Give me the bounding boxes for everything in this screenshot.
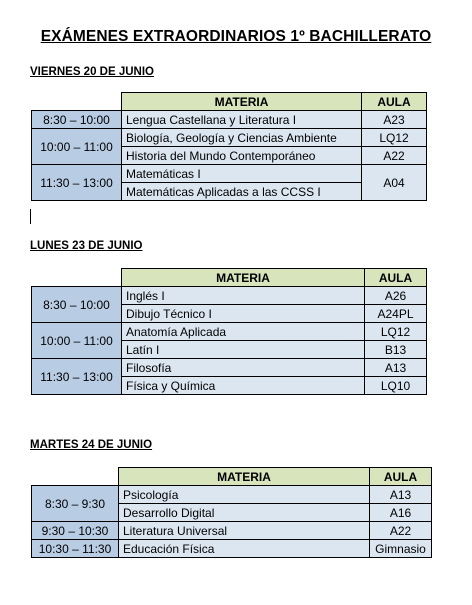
subject-cell: Desarrollo Digital	[119, 504, 370, 522]
header-aula: AULA	[365, 269, 427, 287]
time-cell: 8:30 – 9:30	[32, 486, 119, 522]
table-row	[32, 359, 427, 377]
subject-cell: Dibujo Técnico I	[122, 305, 365, 323]
table-row	[32, 323, 427, 341]
time-cell: 11:30 – 13:00	[32, 359, 122, 395]
header-aula: AULA	[370, 468, 432, 486]
day-heading-viernes: VIERNES 20 DE JUNIO	[30, 66, 154, 78]
aula-cell: B13	[365, 341, 427, 359]
subject-cell: Física y Química	[122, 377, 365, 395]
aula-cell: Gimnasio	[370, 540, 432, 558]
aula-cell: LQ10	[365, 377, 427, 395]
subject-cell: Matemáticas I	[122, 165, 362, 183]
aula-cell: A22	[370, 522, 432, 540]
time-cell: 8:30 – 10:00	[32, 111, 122, 129]
subject-cell: Historia del Mundo Contemporáneo	[122, 147, 362, 165]
subject-cell: Lengua Castellana y Literatura I	[122, 111, 362, 129]
header-materia: MATERIA	[119, 468, 370, 486]
header-materia: MATERIA	[122, 269, 365, 287]
header-materia: MATERIA	[122, 93, 362, 111]
aula-cell: A13	[365, 359, 427, 377]
aula-cell: A04	[362, 165, 427, 201]
subject-cell: Anatomía Aplicada	[122, 323, 365, 341]
subject-cell: Psicología	[119, 486, 370, 504]
aula-cell: LQ12	[362, 129, 427, 147]
text-cursor	[30, 209, 31, 224]
exam-table-martes	[31, 467, 432, 558]
aula-cell: LQ12	[365, 323, 427, 341]
aula-cell: A24PL	[365, 305, 427, 323]
subject-cell: Latín I	[122, 341, 365, 359]
table-row	[32, 165, 427, 183]
aula-cell: A26	[365, 287, 427, 305]
subject-cell: Matemáticas Aplicadas a las CCSS I	[122, 183, 362, 201]
subject-cell: Educación Física	[119, 540, 370, 558]
day-heading-martes: MARTES 24 DE JUNIO	[30, 439, 153, 451]
day-heading-lunes: LUNES 23 DE JUNIO	[30, 240, 143, 252]
subject-cell: Filosofía	[122, 359, 365, 377]
exam-table-lunes	[31, 268, 427, 395]
subject-cell: Inglés I	[122, 287, 365, 305]
time-cell: 8:30 – 10:00	[32, 287, 122, 323]
table-row	[32, 129, 427, 147]
exam-table-viernes	[31, 92, 427, 201]
time-cell: 10:00 – 11:00	[32, 129, 122, 165]
aula-cell: A23	[362, 111, 427, 129]
aula-cell: A13	[370, 486, 432, 504]
aula-cell: A16	[370, 504, 432, 522]
time-cell: 10:00 – 11:00	[32, 323, 122, 359]
time-cell: 10:30 – 11:30	[32, 540, 119, 558]
table-row	[32, 486, 432, 504]
header-aula: AULA	[362, 93, 427, 111]
table-row	[32, 111, 427, 129]
page-title: EXÁMENES EXTRAORDINARIOS 1º BACHILLERATO	[40, 28, 432, 45]
table-row	[32, 522, 432, 540]
aula-cell: A22	[362, 147, 427, 165]
time-cell: 9:30 – 10:30	[32, 522, 119, 540]
table-row	[32, 540, 432, 558]
subject-cell: Literatura Universal	[119, 522, 370, 540]
subject-cell: Biología, Geología y Ciencias Ambiente	[122, 129, 362, 147]
time-cell: 11:30 – 13:00	[32, 165, 122, 201]
table-row	[32, 287, 427, 305]
